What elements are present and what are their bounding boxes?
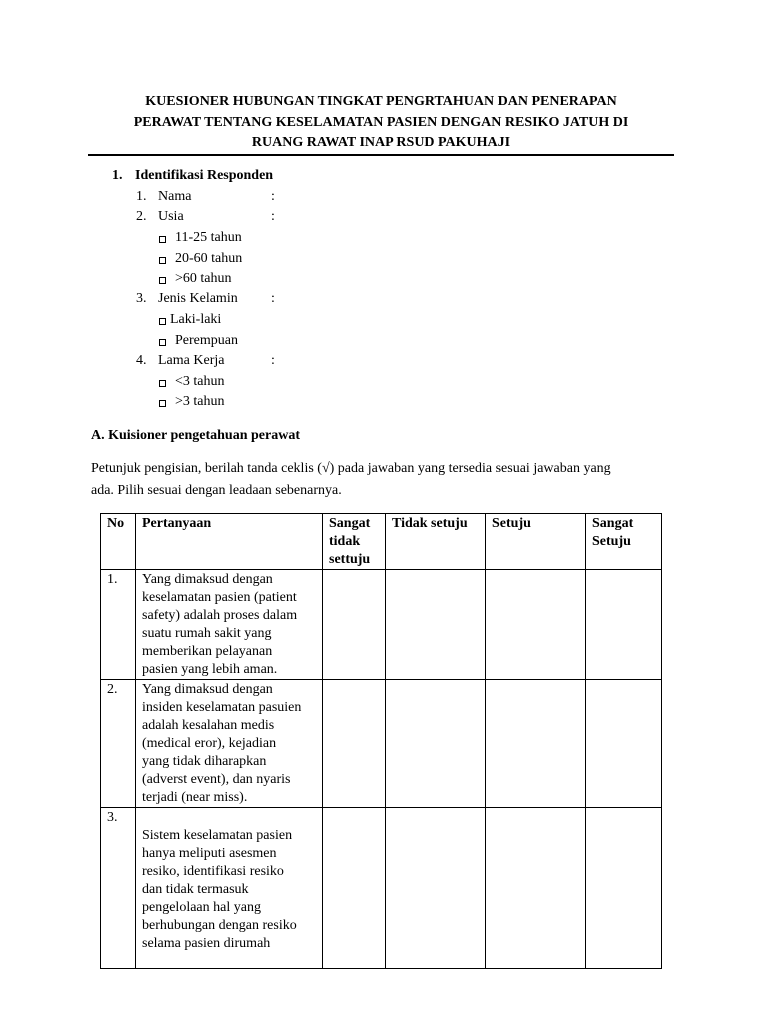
table-row: [101, 680, 662, 808]
row-number: 3.: [101, 808, 136, 969]
answer-cell-sangat-tidak-setuju[interactable]: [323, 570, 386, 680]
answer-cell-tidak-setuju[interactable]: [386, 680, 486, 808]
answer-cell-setuju[interactable]: [486, 808, 586, 969]
answer-cell-setuju[interactable]: [486, 570, 586, 680]
field-label-usia: Usia: [158, 209, 184, 224]
instruction-paragraph: Petunjuk pengisian, berilah tanda ceklis (√) pada jawaban yang tersedia sesuai jawaban yang ada. Pilih sesuai dengan leadaan sebenarnya.: [91, 461, 611, 498]
checkbox-perempuan[interactable]: [159, 339, 166, 346]
header-tidak-setuju: Tidak setuju: [386, 514, 486, 570]
field-label-lama-kerja: Lama Kerja: [158, 353, 225, 368]
answer-cell-sangat-tidak-setuju[interactable]: [323, 808, 386, 969]
field-label-jenis-kelamin: Jenis Kelamin: [158, 291, 238, 306]
header-no: No: [101, 514, 136, 570]
checkbox-lama-kerja-2[interactable]: [159, 400, 166, 407]
option-usia-3: >60 tahun: [175, 271, 232, 286]
row-number: 2.: [101, 680, 136, 808]
header-sangat-setuju: Sangat Setuju: [586, 514, 662, 570]
field-colon-nama: :: [271, 189, 275, 204]
field-number-lama-kerja: 4.: [136, 353, 147, 368]
row-question: Yang dimaksud dengan insiden keselamatan pasuien adalah kesalahan medis (medical eror), kejadian yang tidak diharapkan (adverst event), dan nyaris terjadi (near miss).: [136, 680, 323, 808]
section1-heading: Identifikasi Responden: [135, 168, 274, 183]
answer-cell-sangat-tidak-setuju[interactable]: [323, 680, 386, 808]
row-question-cell: [136, 808, 323, 969]
section1-number: 1.: [112, 168, 123, 183]
checkbox-usia-3[interactable]: [159, 277, 166, 284]
field-colon-lama-kerja: :: [271, 353, 275, 368]
field-colon-usia: :: [271, 209, 275, 224]
option-lama-kerja-1: <3 tahun: [175, 374, 225, 389]
field-number-jenis-kelamin: 3.: [136, 291, 147, 306]
checkbox-lama-kerja-1[interactable]: [159, 380, 166, 387]
option-laki-laki: Laki-laki: [170, 312, 222, 327]
option-usia-2: 20-60 tahun: [175, 251, 243, 266]
questionnaire-table: [100, 513, 662, 969]
answer-cell-sangat-setuju[interactable]: [586, 680, 662, 808]
answer-cell-sangat-setuju[interactable]: [586, 570, 662, 680]
checkbox-usia-1[interactable]: [159, 236, 166, 243]
field-number-usia: 2.: [136, 209, 147, 224]
header-sangat-tidak-setuju: Sangat tidak settuju: [323, 514, 386, 570]
option-lama-kerja-2: >3 tahun: [175, 394, 225, 409]
row-number: 1.: [101, 570, 136, 680]
answer-cell-sangat-setuju[interactable]: [586, 808, 662, 969]
row-question: Yang dimaksud dengan keselamatan pasien (patient safety) adalah proses dalam suatu rumah sakit yang memberikan pelayanan pasien yang lebih aman.: [136, 570, 323, 680]
header-pertanyaan: Pertanyaan: [136, 514, 323, 570]
field-number-nama: 1.: [136, 189, 147, 204]
row-question: Sistem keselamatan pasien hanya meliputi asesmen resiko, identifikasi resiko dan tidak termasuk pengelolaan hal yang berhubungan dengan resiko selama pasien dirumah: [142, 828, 297, 950]
checkbox-laki-laki[interactable]: [159, 318, 166, 325]
option-perempuan: Perempuan: [175, 333, 238, 348]
header-setuju: Setuju: [486, 514, 586, 570]
title-underline: [88, 154, 674, 156]
sectionA-heading: A. Kuisioner pengetahuan perawat: [91, 428, 300, 443]
field-label-nama: Nama: [158, 189, 192, 204]
answer-cell-setuju[interactable]: [486, 680, 586, 808]
option-usia-1: 11-25 tahun: [175, 230, 242, 245]
answer-cell-tidak-setuju[interactable]: [386, 808, 486, 969]
checkbox-usia-2[interactable]: [159, 257, 166, 264]
table-row: [101, 570, 662, 680]
field-colon-jenis-kelamin: :: [271, 291, 275, 306]
document-title: KUESIONER HUBUNGAN TINGKAT PENGRTAHUAN DAN PENERAPAN PERAWAT TENTANG KESELAMATAN PASIEN DENGAN RESIKO JATUH DI RUANG RAWAT INAP RSUD PAKUHAJI: [133, 94, 629, 150]
table-header-row: [101, 514, 662, 570]
table-row: [101, 808, 662, 969]
answer-cell-tidak-setuju[interactable]: [386, 570, 486, 680]
